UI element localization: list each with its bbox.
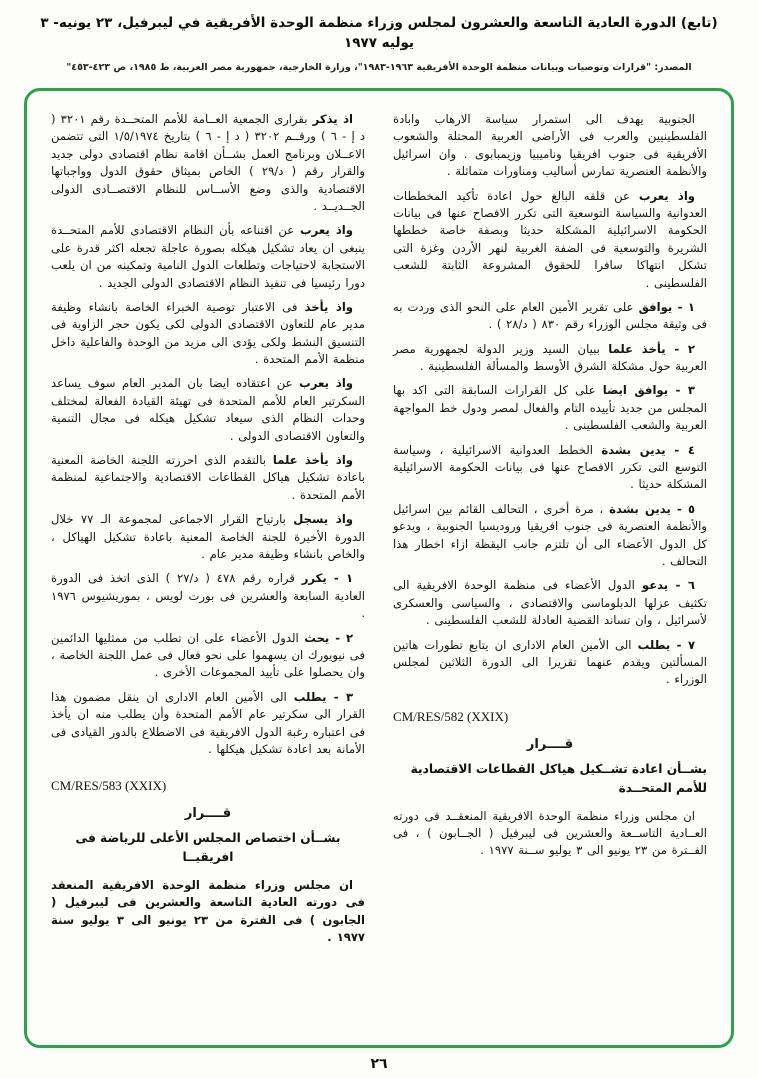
numbered-item (51, 689, 365, 759)
paragraph-text: الى الأمين العام الادارى ان ينقل مضمون هذا القرار الى سكرتير عام الأمم المتحدة وأن يطلب منه ان يأخذ فى اعتباره رغبة الدول الافريقية فى الاضطلاع بالدور القيادى فى الأمانة بعد اعادة تشكيل هيكلها . (51, 689, 365, 756)
paragraph-lead: ٥ - يدين بشدة (609, 501, 696, 516)
paragraph-lead: ١ - يكرر (301, 571, 354, 586)
page-header (28, 14, 730, 73)
paragraph-lead: واذ يعرب (299, 376, 354, 391)
body-paragraph (51, 299, 365, 369)
paragraph-lead: ٣ - يطلب (293, 689, 354, 704)
paragraph-lead: ٢ - يحث (304, 630, 354, 645)
paragraph-text: على كل القرارات السابقة التى اكد بها المجلس من جديد تأييده التام والفعال لمصر ودول خط المواجهة العربية والشعب الفلسطينى . (393, 383, 707, 433)
paragraph-lead: واذ يسجل (293, 512, 354, 527)
body-paragraph (51, 375, 365, 445)
numbered-item (393, 501, 707, 571)
paragraph-text: بارتياح القرار الاجماعى لمجموعة الـ ٧٧ خلال الدورة الأخيرة للجنة الخاصة المعنية باعادة تشكيل الهياكل ، والخاص بانشاء وظيفة مدير عام . (51, 512, 365, 561)
resolution-subject: بشــأن اختصاص المجلس الأعلى للرياضة فى افريقيــا (75, 831, 341, 865)
body-paragraph (51, 452, 365, 504)
numbered-item (51, 630, 365, 682)
paragraph-lead: واذ يأخذ (304, 299, 354, 314)
paragraph-text: ببيان السيد وزير الدولة لجمهورية مصر العربية حول مشكلة الشرق الأوسط والمسألة الفلسطينية . (393, 341, 707, 374)
paragraph-text: الجنوبية يهدف الى استمرار سياسة الارهاب وابادة الفلسطينيين والعرب فى الأراضى العربية المحتلة والشعوب الأفريقية فى جنوب افريقيا وناميبيا وزيمبابوى . وان اسرائيل والأنظمة العنصرية تمارس أساليب ومناورات متماثلة . (393, 112, 707, 179)
paragraph-lead: ٦ - يدعو (641, 578, 695, 593)
paragraph-text: الى الأمين العام الادارى ان يتابع تطورات هاتين المسألتين ويقدم عنهما تقريرا الى الدورة الثلاثين لمجلس الوزراء . (393, 637, 707, 687)
paragraph-text: الدول الأعضاء فى منظمة الوحدة الافريقية الى تكثيف عزلها الدبلوماسى والاقتصادى ، والسياسى والعسكرى لأسرائيل ، وان تساند القضية العادلة للشعب الفلسطينى . (393, 578, 707, 628)
numbered-item (393, 299, 707, 334)
resolution-subject: بشــأن اعادة تشــكيل هياكل القطاعات الاقتصادية للأمم المتحــدة (410, 761, 707, 795)
paragraph-text: ، مرة أخرى ، التحالف القائم بين اسرائيل والأنظمة العنصرية فى جنوب افريقيا وروديسيا الجنوبية ، ويدعو كل الدول الأعضاء الى أن تلتزم جانب اليقظة ازاء اخطار هذا التحالف . (393, 501, 707, 568)
body-paragraph: ان مجلس وزراء منظمة الوحدة الافريقية المنعقد فى دورته العادية التاسعة والعشرين فى ليبرفيل ( الجابون ) فى الفترة من ٢٣ يونيو الى ٣ يوليو سنة ١٩٧٧ . (51, 878, 365, 945)
paragraph-text: عن اعتقاده ايضا بان المدير العام سوف يساعد السكرتير العام للأمم المتحدة فى تهيئة القيادة الفعالة لمختلف وحدات النظام الذى سيعاد تشكيل هيكله فى مجال التنمية والتعاون الاقتصادى الدولى . (51, 376, 365, 443)
resolution-ref-583: CM/RES/583 (XXIX) (51, 778, 167, 794)
body-paragraph (393, 111, 707, 181)
two-column-layout (51, 111, 707, 1033)
header-title: (تابع) الدورة العادية التاسعة والعشرون لمجلس وزراء منظمة الوحدة الأفريقية في ليبرفيل، ٢٣ يونيه- ٣ يوليه ١٩٧٧ (40, 15, 718, 51)
body-paragraph (51, 111, 365, 215)
resolution-heading: قــــرار (526, 736, 574, 752)
paragraph-lead: واذ يعرب (638, 188, 695, 203)
resolution-ref-582: CM/RES/582 (XXIX) (393, 708, 509, 724)
paragraph-lead: ٤ - يدين بشدة (601, 442, 695, 457)
paragraph-text: الخطط العدوانية الاسرائيلية ، وسياسة التوسع التى تكرر الافصاح عنها فى بيانات الحكومة الاسرائيلية المشكلة حديثا . (393, 442, 707, 492)
column-left (51, 111, 365, 1033)
paragraph-text: فى الاعتبار توصية الخبراء الخاصة بانشاء وظيفة مدير عام للتعاون الاقتصادى الدولى لكى يكون حجر الزاوية فى التنسيق النشط ولكى يؤدى الى مزيد من الوحدة والفاعلية داخل منظمة الأمم المتحدة . (51, 299, 365, 367)
paragraph-lead: واذ يعرب (299, 223, 353, 238)
paragraph-text: قراره رقم ٤٧٨ ( د/٢٧ ) الذى اتخذ فى الدورة العادية السابعة والعشرين فى بورت لويس ، بموريشيوس ١٩٧٦ . (51, 571, 365, 621)
paragraph-text: بالتقدم الذى احرزته اللجنة الخاصة المعنية باعادة تشكيل هياكل القطاعات الاقتصادية والاجتماعية لمنظمة الأمم المتحدة . (51, 453, 365, 502)
numbered-item (51, 570, 365, 622)
numbered-item (393, 341, 707, 376)
paragraph-lead: ٣ - يوافق ايضا (602, 383, 695, 398)
body-paragraph (393, 188, 707, 292)
numbered-item (393, 637, 707, 689)
paragraph-lead: ٧ - يطلب (637, 637, 696, 652)
paragraph-lead: ٢ - يأخذ علما (608, 341, 695, 356)
header-source: المصدر: "قرارات وتوصيات وبيانات منظمة الوحدة الأفريقية ١٩٦٣-١٩٨٣"، وزارة الخارجية، جمهورية مصر العربية، ط ١٩٨٥، ص ٤٢٣-٤٥٣" (66, 62, 692, 74)
numbered-item (393, 442, 707, 494)
paragraph-text: الدول الأعضاء على ان تطلب من ممثليها الدائمين فى نيويورك ان يسهموا على نحو فعال فى عمل اللجنة الخاصة ، وان يحصلوا على تأييد المجموعات الأخرى . (51, 630, 365, 680)
column-right (393, 111, 707, 1033)
paragraph-text: عن قلقه البالغ حول اعادة تأكيد المخططات العدوانية والسياسة التوسعية التى تكرر الافصاح عنها فى بيانات الحكومة الاسرائيلية المشكلة حديثا وبصفة خاصة خططها الشريرة والتوسعية فى الضفة الغربية لنهر الأردن وغزة التى تشكل انتهاكا سافرا للحقوق المشروعة الثابتة للشعب الفلسطينى . (393, 188, 707, 290)
paragraph-lead: اذ يذكر (312, 112, 354, 126)
paragraph-lead: واذ يأخذ علما (272, 453, 353, 468)
paragraph-text: على تقرير الأمين العام على النحو الذى وردت به فى وثيقة مجلس الوزراء رقم ٨٣٠ ( د/٢٨ ) . (393, 299, 707, 332)
resolution-heading: قــــرار (184, 806, 232, 822)
body-paragraph (51, 511, 365, 563)
paragraph-lead: ١ - يوافق (638, 299, 695, 314)
content-border-box (24, 88, 734, 1048)
page-number: ٢٦ (370, 1056, 388, 1072)
paragraph-text: بقرارى الجمعية العــامة للأمم المتحــدة رقم ٣٢٠١ ( د إ - ٦ ) ورقــم ٣٢٠٢ ( د إ - ٦ ) بتاريخ ١/٥/١٩٧٤ التى تتضمن الاعــلان وبرنامج العمل بشــأن اقامة نظام اقتصادى دولى جديد والقرار رقم ( د/٢٩ ) الخاص بميثاق حقوق الدول وواجباتها الاقتصادية والذى وضع الأســاس للنظام الاقتصــادى الدولى الجــديــد . (51, 112, 366, 213)
body-paragraph (51, 222, 365, 292)
numbered-item (393, 577, 707, 629)
body-paragraph: ان مجلس وزراء منظمة الوحدة الافريقية المنعقــد فى دورته العــادية التاســعة والعشرين فى ليبرفيل ( الجــابون ) ، فى الفــترة من ٢٣ يونيو الى ٣ يوليو ســنة ١٩٧٧ . (393, 808, 707, 858)
paragraph-text: عن اقتناعه بأن النظام الاقتصادى للأمم المتحــدة ينبغى ان يعاد تشكيل هيكله بصورة عاجلة تجعله اكثر قدرة على الاستجابة لاحتياجات وتطلعات الدول النامية وتمكينه من ان يلعب دورا رئيسيا فى تنفيذ النظام الاقتصادى الدولى الجديد . (51, 223, 365, 290)
numbered-item (393, 382, 707, 434)
